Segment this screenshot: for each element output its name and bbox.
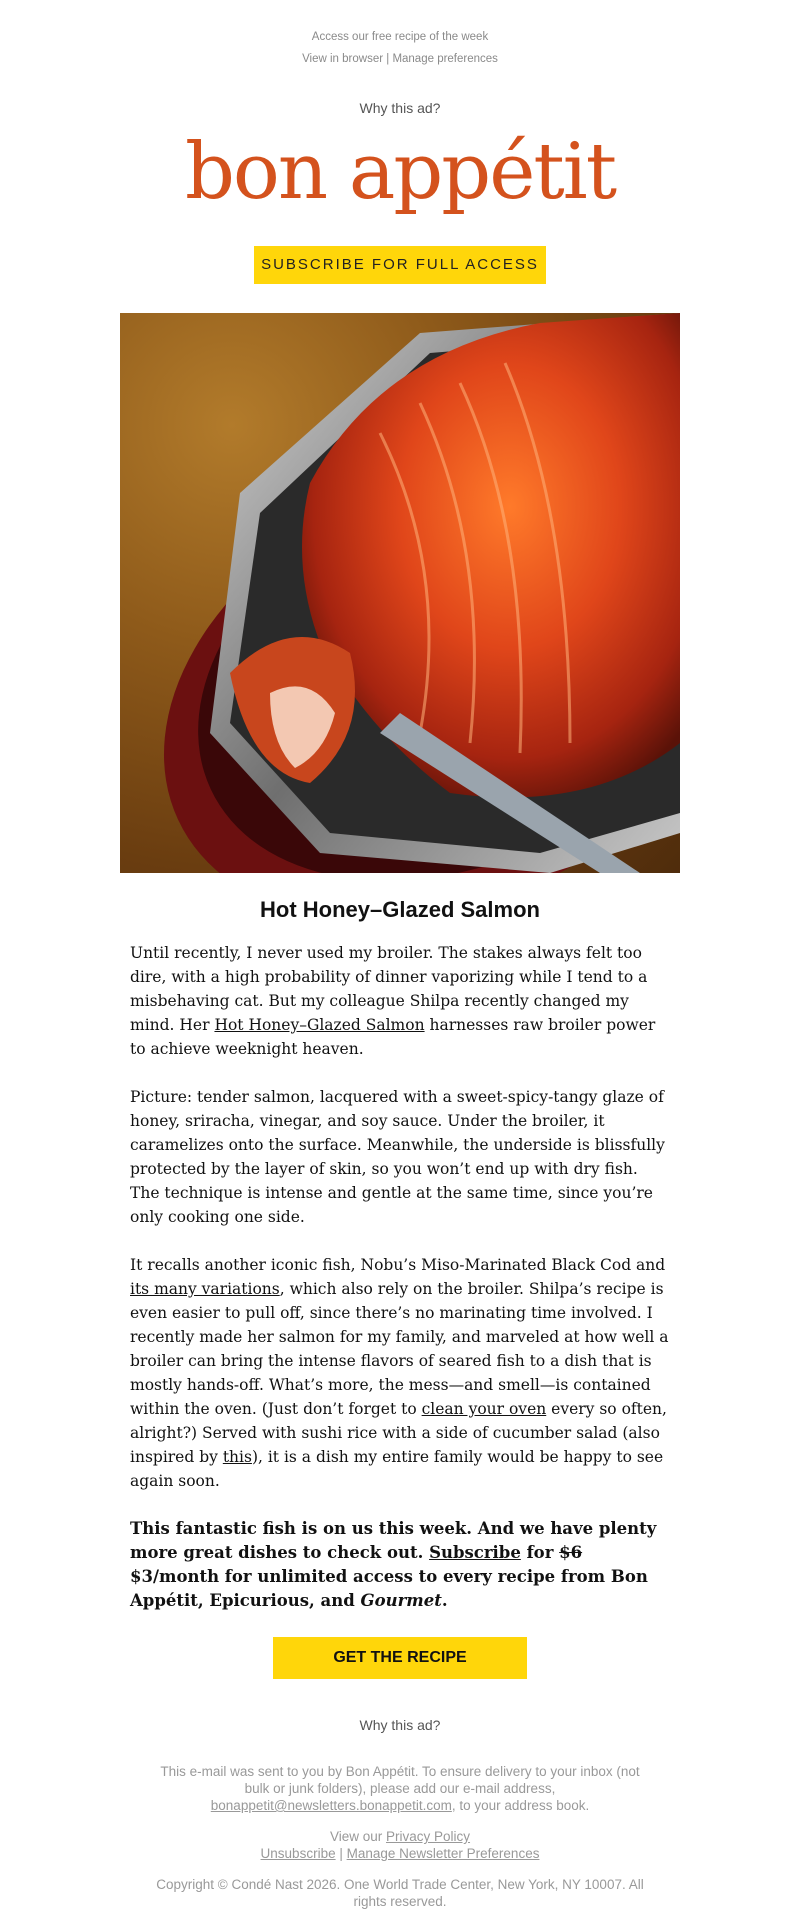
manage-preferences-link[interactable]: Manage preferences — [392, 53, 498, 65]
salmon-photo-illustration — [120, 313, 680, 873]
salmon-photo[interactable] — [120, 313, 680, 873]
paragraph-3-text-4: ), it is a dish my entire family would be happy to see again soon. — [130, 1448, 664, 1490]
paragraph-3-text-1: It recalls another iconic fish, Nobu’s Miso-Marinated Black Cod and — [130, 1256, 666, 1274]
article-body — [130, 941, 670, 1613]
subscribe-link[interactable]: Subscribe — [429, 1543, 521, 1562]
paragraph-1-text: Until recently, I never used my broiler. The stakes always felt too dire, with a high probability of dinner vaporizing while I tend to a misbehaving cat. But my colleague Shilpa recently changed my mind. Her — [130, 944, 648, 1034]
preheader-links — [0, 48, 800, 70]
promo-text-1: This fantastic fish is on us this week. And we have plenty more great dishes to check out. — [130, 1519, 657, 1562]
promo-text-3: $3/month for unlimited access to every recipe from Bon Appétit, Epicurious, and — [130, 1567, 648, 1610]
paragraph-3-text-3: every so often, alright?) Served with sushi rice with a side of cucumber salad (also inspired by — [130, 1400, 667, 1466]
clean-oven-link[interactable]: clean your oven — [421, 1400, 547, 1418]
promo-text-2: for — [520, 1543, 560, 1562]
manage-newsletter-link[interactable]: Manage Newsletter Preferences — [346, 1846, 540, 1861]
paragraph-1-text-end: harnesses raw broiler power to achieve weeknight heaven. — [130, 1016, 656, 1058]
preheader — [0, 0, 800, 70]
footer-notice-end: , to your address book. — [451, 1798, 590, 1813]
view-in-browser-link[interactable]: View in browser — [302, 53, 384, 65]
brand-logo[interactable]: bon appétit — [184, 127, 616, 217]
paragraph-1 — [130, 941, 670, 1061]
promo-text-4: . — [441, 1591, 448, 1610]
paragraph-3 — [130, 1253, 670, 1493]
view-our-text: View our — [329, 1829, 386, 1844]
why-this-ad-link[interactable]: Why this ad? — [359, 100, 441, 116]
variations-link[interactable]: its many variations — [130, 1280, 280, 1298]
recipe-link[interactable]: Hot Honey–Glazed Salmon — [214, 1016, 425, 1034]
privacy-policy-link[interactable]: Privacy Policy — [386, 1829, 471, 1844]
get-the-recipe-button[interactable]: GET THE RECIPE — [273, 1637, 527, 1679]
this-link[interactable]: this — [222, 1448, 252, 1466]
footer-links — [150, 1828, 650, 1862]
footer — [150, 1763, 650, 1910]
recipe-title: Hot Honey–Glazed Salmon — [260, 897, 540, 922]
promo-paragraph — [130, 1517, 670, 1613]
footer-separator: | — [335, 1846, 347, 1861]
gourmet-name: Gourmet — [360, 1591, 442, 1610]
preheader-separator: | — [383, 53, 393, 65]
paragraph-2: Picture: tender salmon, lacquered with a sweet-spicy-tangy glaze of honey, sriracha, vinegar, and soy sauce. Under the broiler, it caramelizes onto the surface. Meanwhile, the underside is blissfully protected by the layer of skin, so you won’t end up with dry fish. The technique is intense and gentle at the same time, since you’re only cooking one side. — [130, 1088, 665, 1226]
preheader-text: Access our free recipe of the week — [311, 31, 489, 43]
why-this-ad-link-bottom[interactable]: Why this ad? — [359, 1717, 441, 1733]
sender-email-link[interactable]: bonappetit@newsletters.bonappetit.com — [210, 1798, 452, 1813]
unsubscribe-link[interactable]: Unsubscribe — [260, 1846, 336, 1861]
footer-notice — [150, 1763, 650, 1814]
copyright: Copyright © Condé Nast 2026. One World Trade Center, New York, NY 10007. All rights reserved. — [156, 1877, 644, 1909]
footer-notice-text: This e-mail was sent to you by Bon Appétit. To ensure delivery to your inbox (not bulk or junk folders), please add our e-mail address, — [160, 1764, 640, 1796]
old-price: $6 — [559, 1543, 583, 1562]
paragraph-3-text-2: , which also rely on the broiler. Shilpa’s recipe is even easier to pull off, since there’s no marinating time involved. I recently made her salmon for my family, and marveled at how well a broiler can bring the intense flavors of seared fish to a dish that is mostly hands-off. What’s more, the mess—and smell—is contained within the oven. (Just don’t forget to — [130, 1280, 669, 1418]
subscribe-button[interactable]: SUBSCRIBE FOR FULL ACCESS — [254, 246, 546, 284]
